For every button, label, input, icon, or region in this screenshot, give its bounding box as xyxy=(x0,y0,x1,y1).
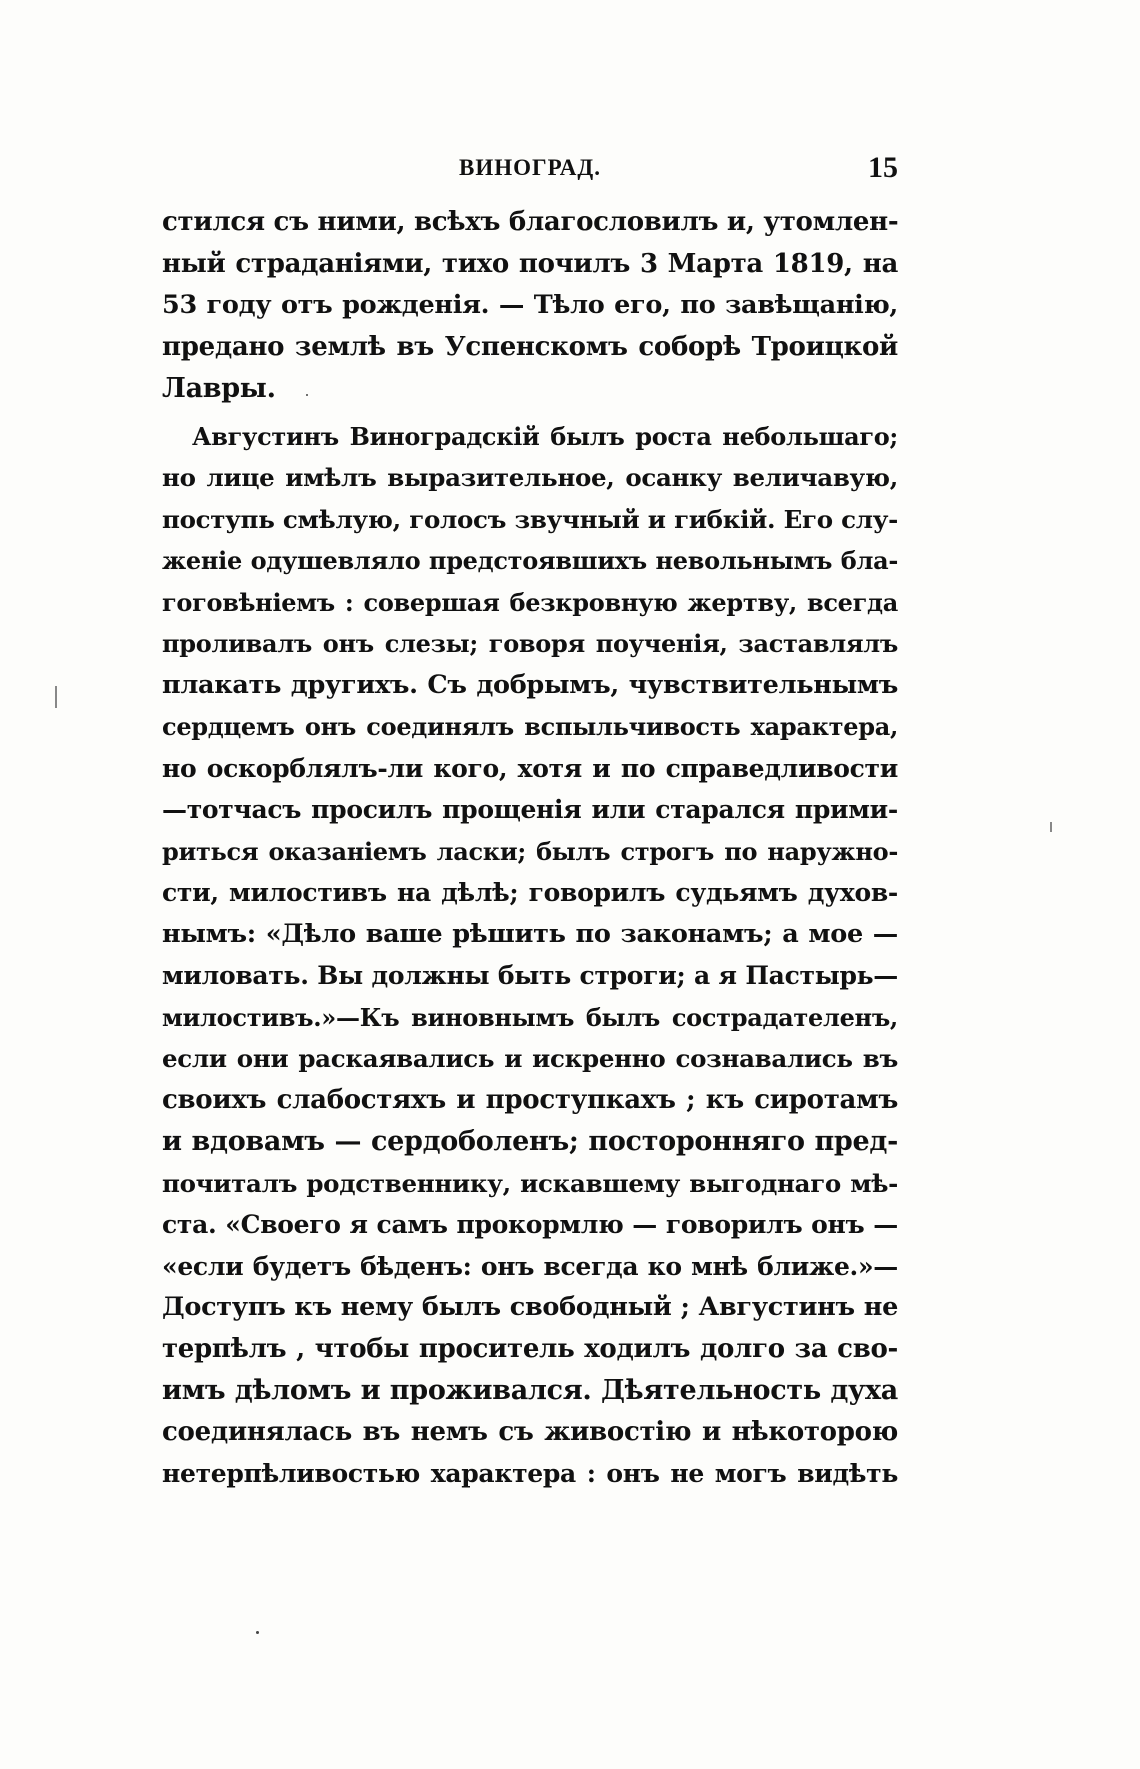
scan-speck xyxy=(306,394,308,396)
text-line: риться оказаніемъ ласки; былъ строгъ по наружно- xyxy=(162,836,898,866)
text-line: своихъ слабостяхъ и проступкахъ ; къ сиротамъ xyxy=(162,1084,898,1115)
text-line: ный страданіями, тихо почилъ 3 Марта 1819, на xyxy=(162,248,898,279)
text-line: если они раскаявались и искренно сознавались въ xyxy=(162,1044,898,1073)
text-line: «если будетъ бѣденъ: онъ всегда ко мнѣ ближе.»— xyxy=(162,1251,898,1281)
text-line: гоговѣніемъ : совершая безкровную жертву, всегда xyxy=(162,587,898,617)
text-line: почиталъ родственнику, искавшему выгоднаго мѣ- xyxy=(162,1168,898,1198)
text-line: нымъ: «Дѣло ваше рѣшить по законамъ; а мое — xyxy=(162,918,898,949)
text-line: Лавры. xyxy=(162,373,276,404)
text-line: женіе одушевляло предстоявшихъ невольнымъ бла- xyxy=(162,546,898,575)
running-title: ВИНОГРАД. xyxy=(459,155,601,180)
text-line: проливалъ онъ слезы; говоря поученія, заставлялъ xyxy=(162,629,898,658)
text-line: плакать другихъ. Съ добрымъ, чувствительнымъ xyxy=(162,669,898,700)
page-number: 15 xyxy=(868,151,898,184)
text-line: предано землѣ въ Успенскомъ соборѣ Троицкой xyxy=(162,331,898,362)
text-line: нетерпѣливостью характера : онъ не могъ видѣть xyxy=(162,1459,898,1488)
text-line: поступь смѣлую, голосъ звучный и гибкій. Его слу- xyxy=(162,504,898,534)
text-line: соединялась въ немъ съ живостію и нѣкоторою xyxy=(162,1416,898,1447)
text-line: но оскорблялъ-ли кого, хотя и по справедливости xyxy=(162,753,898,783)
text-line: —тотчасъ просилъ прощенія или старался прими- xyxy=(162,795,898,824)
scan-mark xyxy=(1050,822,1052,832)
text-line: терпѣлъ , чтобы проситель ходилъ долго за сво- xyxy=(162,1333,898,1364)
text-line: миловать. Вы должны быть строги; а я Пастырь— xyxy=(162,961,898,990)
text-line: ста. «Своего я самъ прокормлю — говорилъ онъ — xyxy=(162,1210,898,1239)
scan-mark xyxy=(55,686,57,708)
text-line: но лице имѣлъ выразительное, осанку величавую, xyxy=(162,463,898,492)
text-line: и вдовамъ — сердоболенъ; посторонняго пред- xyxy=(162,1126,898,1157)
text-line: имъ дѣломъ и проживался. Дѣятельность духа xyxy=(162,1375,898,1406)
running-head xyxy=(162,148,898,188)
text-line: 53 году отъ рожденія. — Тѣло его, по завѣщанію, xyxy=(162,290,898,320)
text-line: стился съ ними, всѣхъ благословилъ и, утомлен- xyxy=(162,207,899,237)
text-line: Августинъ Виноградскій былъ роста небольшаго; xyxy=(192,421,898,451)
scan-speck xyxy=(256,1631,259,1634)
body-text xyxy=(162,202,898,1495)
text-line: сердцемъ онъ соединялъ вспыльчивость характера, xyxy=(162,712,898,741)
text-line: сти, милостивъ на дѣлѣ; говорилъ судьямъ духов- xyxy=(162,878,898,907)
text-line: Доступъ къ нему былъ свободный ; Августинъ не xyxy=(162,1292,898,1322)
text-line: милостивъ.»—Къ виновнымъ былъ сострадателенъ, xyxy=(162,1002,898,1032)
